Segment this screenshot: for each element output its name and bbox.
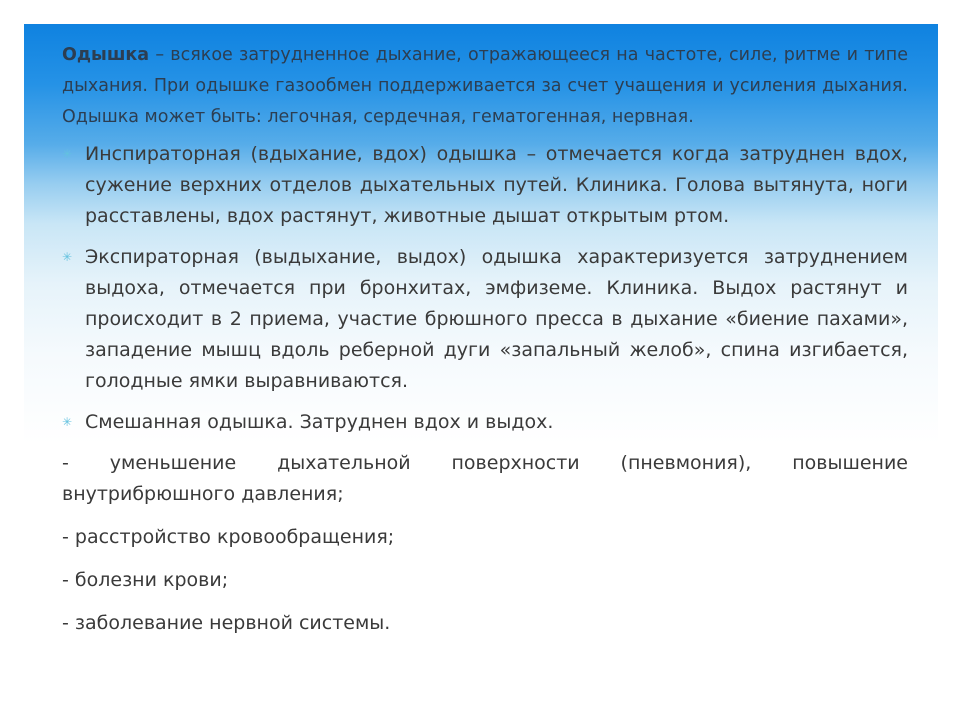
slide-content: [62, 40, 908, 651]
asterisk-bullet-icon: ✳: [62, 415, 73, 429]
bullet-item-inspiratory: [62, 139, 908, 232]
cause-item-circulation: - расстройство кровообращения;: [62, 526, 395, 548]
slide: [24, 24, 938, 704]
intro-term: Одышка: [62, 45, 150, 65]
cause-item-blood: - болезни крови;: [62, 569, 229, 591]
bullet-text: Экспираторная (выдыхание, выдох) одышка характеризуется затруднением выдоха, отмечается при бронхитах, эмфиземе. Клиника. Выдох растянут и происходит в 2 приема, участие брюшного пресса в дыхание «биение пахами», западение мышц вдоль реберной дуги «запальный желоб», спина изгибается, голодные ямки выравниваются.: [85, 246, 908, 392]
bullet-item-expiratory: [62, 242, 908, 397]
bullet-list: [62, 139, 908, 438]
bullet-text: Инспираторная (вдыхание, вдох) одышка – отмечается когда затруднен вдох, сужение верхних отделов дыхательных путей. Клиника. Голова вытянута, ноги расставлены, вдох растянут, животные дышат открытым ртом.: [85, 143, 908, 227]
asterisk-bullet-icon: ✳: [62, 147, 73, 161]
intro-paragraph: [62, 40, 908, 133]
bullet-text: Смешанная одышка. Затруднен вдох и выдох.: [85, 411, 554, 433]
bullet-item-mixed: [62, 407, 908, 438]
asterisk-bullet-icon: ✳: [62, 250, 73, 264]
cause-item-respiratory-surface: - уменьшение дыхательной поверхности (пневмония), повышение внутрибрюшного давления;: [62, 452, 908, 505]
cause-item-nervous-system: - заболевание нервной системы.: [62, 612, 391, 634]
intro-text: – всякое затрудненное дыхание, отражающееся на частоте, силе, ритме и типе дыхания. При одышке газообмен поддерживается за счет учащения и усиления дыхания. Одышка может быть: легочная, сердечная, гематогенная, нервная.: [62, 45, 908, 127]
